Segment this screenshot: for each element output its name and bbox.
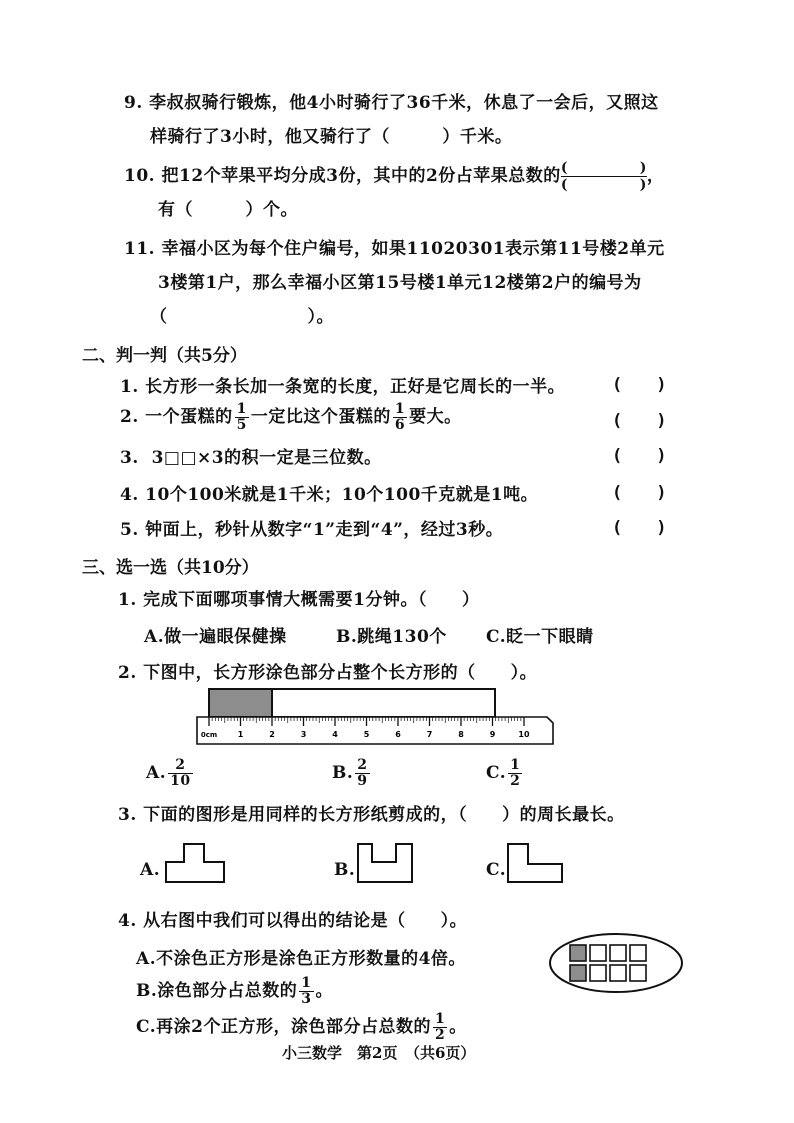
question-11-line1: 11. 幸福小区为每个住户编号，如果11020301表示第11号楼2单元 xyxy=(124,239,665,259)
shape-c-icon xyxy=(504,840,570,885)
question-10-line2: 有（ ）个。 xyxy=(158,200,298,220)
judge-q1: 1. 长方形一条长加一条宽的长度，正好是它周长的一半。 xyxy=(120,377,566,397)
ruler-label: 10 xyxy=(518,730,530,739)
choose-q3-option-b[interactable]: B. xyxy=(334,860,356,880)
unshaded-square xyxy=(590,945,606,961)
judge-q5: 5. 钟面上，秒针从数字“1”走到“4”，经过3秒。 xyxy=(120,520,504,540)
ruler-label: 7 xyxy=(426,730,433,739)
choose-q4: 4. 从右图中我们可以得出的结论是（ ）。 xyxy=(118,911,468,931)
blank-fraction: ( ) ( ) xyxy=(560,160,647,193)
judge-q2: 2. 一个蛋糕的 $\frac{1}{5}$ 一定比这个蛋糕的 $\frac{1}{6}$ 要大。 xyxy=(120,401,462,433)
ruler-label: 3 xyxy=(300,730,307,739)
section-choose-title: 三、选一选（共10分） xyxy=(82,558,259,578)
ruler-label: 5 xyxy=(363,730,370,739)
choose-q1-option-a[interactable]: A.做一遍眼保健操 xyxy=(144,627,287,647)
ruler-label: 6 xyxy=(395,730,401,739)
shape-a-icon xyxy=(162,840,232,885)
choose-q1-option-b[interactable]: B.跳绳130个 xyxy=(336,627,447,647)
ruler-label: 8 xyxy=(458,730,464,739)
choose-q3-option-a[interactable]: A. xyxy=(140,860,161,880)
question-11-line2: 3楼第1户，那么幸福小区第15号楼1单元12楼第2户的编号为 xyxy=(158,273,642,293)
rectangle-ruler-figure xyxy=(195,686,555,748)
question-9-line1: 9. 李叔叔骑行锻炼，他4小时骑行了36千米，休息了一会后，又照这 xyxy=(124,93,659,113)
choose-q2-option-a[interactable]: A. $\frac{2}{10}$ xyxy=(146,757,191,789)
judge-q4-answer[interactable]: ( ) xyxy=(612,483,667,503)
choose-q3: 3. 下面的图形是用同样的长方形纸剪成的，（ ）的周长最长。 xyxy=(118,805,625,825)
unshaded-square xyxy=(610,965,626,981)
choose-q2: 2. 下图中，长方形涂色部分占整个长方形的（ ）。 xyxy=(118,663,538,683)
judge-q1-answer[interactable]: ( ) xyxy=(612,375,667,395)
question-10: 10. 把12个苹果平均分成3份，其中的2份占苹果总数的 ( ) ( ) ， xyxy=(124,160,665,193)
shape-b-icon xyxy=(354,840,420,885)
choose-q4-option-a[interactable]: A.不涂色正方形是涂色正方形数量的4倍。 xyxy=(136,949,466,969)
question-9-line2: 样骑行了3小时，他又骑行了（ ）千米。 xyxy=(150,127,513,147)
question-10-text: 10. 把12个苹果平均分成3份，其中的2份占苹果总数的 xyxy=(124,166,561,186)
judge-q2-answer[interactable]: ( ) xyxy=(612,411,667,431)
ruler-label: 2 xyxy=(269,730,275,739)
unshaded-square xyxy=(610,945,626,961)
shaded-square xyxy=(570,945,586,961)
ruler xyxy=(197,717,553,744)
judge-q3-answer[interactable]: ( ) xyxy=(612,446,667,466)
choose-q4-option-b[interactable]: B.涂色部分占总数的 $\frac{1}{3}$ 。 xyxy=(136,975,334,1007)
fraction-one-fifth: $\frac{1}{5}$ xyxy=(236,401,247,433)
shaded-part xyxy=(210,690,272,716)
choose-q1: 1. 完成下面哪项事情大概需要1分钟。（ ） xyxy=(118,590,480,610)
judge-q5-answer[interactable]: ( ) xyxy=(612,518,667,538)
section-judge-title: 二、判一判（共5分） xyxy=(82,346,247,366)
fraction-one-sixth: $\frac{1}{6}$ xyxy=(394,401,406,433)
ruler-label: 1 xyxy=(237,730,244,739)
question-11-line3: （ ）。 xyxy=(150,307,334,327)
ruler-label: 9 xyxy=(489,730,496,739)
page-footer: 小三数学 第2页 （共6页） xyxy=(282,1044,476,1062)
unshaded-square xyxy=(590,965,606,981)
choose-q3-option-c[interactable]: C. xyxy=(486,860,507,880)
choose-q1-option-c[interactable]: C.眨一下眼睛 xyxy=(486,627,594,647)
oval-squares-figure xyxy=(548,932,686,994)
choose-q2-option-c[interactable]: C. $\frac{1}{2}$ xyxy=(486,757,521,789)
ruler-label: 0cm xyxy=(200,731,218,739)
unshaded-square xyxy=(630,965,646,981)
judge-q4: 4. 10个100米就是1千米；10个100千克就是1吨。 xyxy=(120,485,539,505)
choose-q2-option-b[interactable]: B. $\frac{2}{9}$ xyxy=(332,757,368,789)
unshaded-square xyxy=(630,945,646,961)
choose-q4-option-c[interactable]: C.再涂2个正方形，涂色部分占总数的 $\frac{1}{2}$ 。 xyxy=(136,1011,467,1043)
judge-q3: 3. 3□□×3的积一定是三位数。 xyxy=(120,448,382,468)
ruler-label: 4 xyxy=(332,730,338,739)
shaded-square xyxy=(570,965,586,981)
